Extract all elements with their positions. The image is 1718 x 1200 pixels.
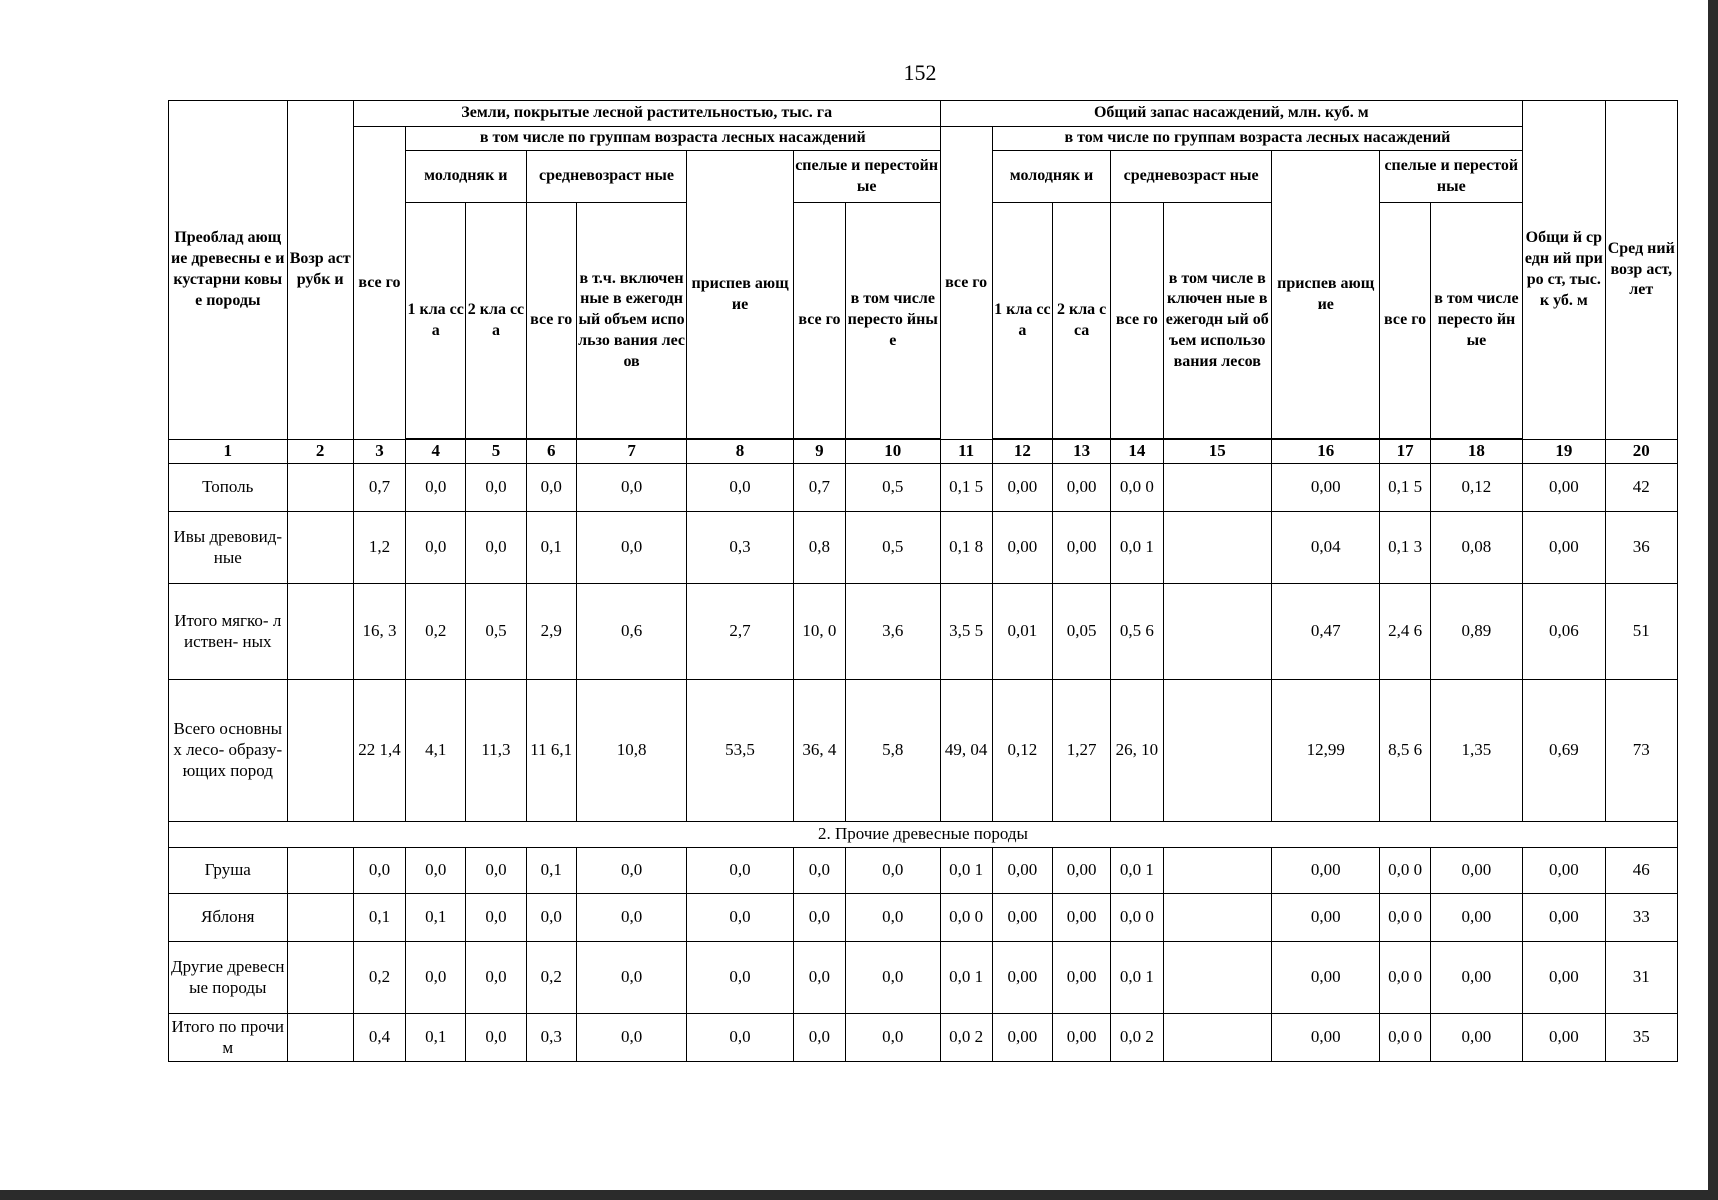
table-cell: 35 <box>1605 1014 1677 1062</box>
scan-edge-right <box>1708 0 1718 1200</box>
table-cell <box>1163 512 1271 584</box>
table-cell: 0,04 <box>1271 512 1379 584</box>
table-cell: 3,5 5 <box>940 584 992 680</box>
column-number: 19 <box>1523 440 1605 464</box>
table-cell: 0,00 <box>1430 1014 1522 1062</box>
section-title: 2. Прочие древесные породы <box>169 822 1678 848</box>
table-cell: 10, 0 <box>793 584 845 680</box>
table-cell: 31 <box>1605 942 1677 1014</box>
table-cell: 0,5 <box>846 512 940 584</box>
table-cell: 0,0 <box>406 512 466 584</box>
table-cell: 0,0 <box>576 848 687 894</box>
table-cell: 0,00 <box>992 1014 1052 1062</box>
table-cell: 0,0 <box>846 1014 940 1062</box>
table-cell: 26, 10 <box>1111 680 1163 822</box>
table-cell: 0,1 3 <box>1380 512 1430 584</box>
table-cell <box>1163 584 1271 680</box>
header-mean-age: Сред ний возр аст, лет <box>1605 101 1677 440</box>
table-cell <box>287 1014 353 1062</box>
table-cell: 0,00 <box>1053 512 1111 584</box>
table-cell: 33 <box>1605 894 1677 942</box>
page-number: 152 <box>903 60 937 85</box>
table-cell: 0,7 <box>793 464 845 512</box>
table-cell: 0,00 <box>1430 942 1522 1014</box>
table-cell: 0,0 <box>846 894 940 942</box>
table-cell: 0,0 <box>466 942 526 1014</box>
table-cell: 0,5 6 <box>1111 584 1163 680</box>
header-land-total: все го <box>353 127 405 440</box>
table-cell: 0,0 1 <box>1111 848 1163 894</box>
table-cell: 0,0 0 <box>1380 1014 1430 1062</box>
table-cell: 0,00 <box>1430 894 1522 942</box>
table-cell: 0,2 <box>526 942 576 1014</box>
column-number: 6 <box>526 440 576 464</box>
table-cell <box>287 848 353 894</box>
forest-stock-table <box>168 100 1678 1062</box>
column-number: 20 <box>1605 440 1677 464</box>
header-land-class-1: 1 кла сса <box>406 203 466 439</box>
header-mean-increment: Общи й средн ий приро ст, тыс. к уб. м <box>1523 101 1605 440</box>
table-cell: 0,00 <box>1053 848 1111 894</box>
table-cell <box>1163 894 1271 942</box>
table-cell: 0,08 <box>1430 512 1522 584</box>
table-cell: 0,1 <box>526 512 576 584</box>
table-cell: 0,0 <box>576 894 687 942</box>
table-cell: 0,1 <box>406 894 466 942</box>
table-cell <box>287 464 353 512</box>
table-cell: 0,00 <box>1271 1014 1379 1062</box>
table-cell: 0,00 <box>1523 512 1605 584</box>
table-cell: 0,0 <box>466 1014 526 1062</box>
table-cell: 0,89 <box>1430 584 1522 680</box>
table-cell <box>287 942 353 1014</box>
table-cell: 0,0 1 <box>1111 942 1163 1014</box>
table-row <box>169 512 1678 584</box>
table-cell <box>287 894 353 942</box>
column-number: 12 <box>992 440 1052 464</box>
table-cell: 0,0 <box>687 1014 793 1062</box>
table-cell <box>287 680 353 822</box>
table-row <box>169 584 1678 680</box>
species-name: Итого по прочим <box>169 1014 288 1062</box>
header-cutting-age: Возр аст рубк и <box>287 101 353 440</box>
table-cell: 1,27 <box>1053 680 1111 822</box>
table-cell: 0,0 <box>576 464 687 512</box>
table-cell: 0,00 <box>992 942 1052 1014</box>
table-cell: 0,1 <box>526 848 576 894</box>
header-stock-middle-total: все го <box>1111 203 1163 439</box>
header-stock-annual: в том числе включен ные в ежегодн ый объем использо вания лесов <box>1163 203 1271 439</box>
table-cell: 0,0 <box>576 942 687 1014</box>
table-cell <box>287 512 353 584</box>
header-land-middle-total: все го <box>526 203 576 439</box>
column-number: 2 <box>287 440 353 464</box>
table-cell: 0,00 <box>1523 848 1605 894</box>
table-cell: 49, 04 <box>940 680 992 822</box>
column-number: 5 <box>466 440 526 464</box>
header-stock-by-age: в том числе по группам возраста лесных насаждений <box>992 127 1522 151</box>
table-cell: 0,2 <box>406 584 466 680</box>
table-cell: 0,1 5 <box>940 464 992 512</box>
table-cell: 0,0 0 <box>1380 848 1430 894</box>
table-cell: 1,2 <box>353 512 405 584</box>
table-cell: 0,3 <box>526 1014 576 1062</box>
species-name: Итого мягко- листвен- ных <box>169 584 288 680</box>
table-cell: 0,00 <box>992 464 1052 512</box>
table-cell: 0,0 <box>353 848 405 894</box>
header-stock-middle: средневозраст ные <box>1111 151 1272 203</box>
table-cell: 0,0 1 <box>1111 512 1163 584</box>
table-cell: 0,0 <box>793 848 845 894</box>
table-cell: 0,00 <box>1271 464 1379 512</box>
table-cell: 0,00 <box>1053 464 1111 512</box>
header-stock-class-1: 1 кла сса <box>992 203 1052 439</box>
other-species-rows <box>169 848 1678 1062</box>
table-row <box>169 1014 1678 1062</box>
column-number: 13 <box>1053 440 1111 464</box>
header-land-young: молодняк и <box>406 151 527 203</box>
table-cell: 0,8 <box>793 512 845 584</box>
table-cell: 11 6,1 <box>526 680 576 822</box>
table-cell: 36 <box>1605 512 1677 584</box>
table-cell: 0,00 <box>992 894 1052 942</box>
table-cell <box>1163 680 1271 822</box>
table-cell: 1,35 <box>1430 680 1522 822</box>
table-cell: 0,0 <box>687 894 793 942</box>
table-cell: 0,0 <box>466 512 526 584</box>
table-cell: 4,1 <box>406 680 466 822</box>
table-cell: 53,5 <box>687 680 793 822</box>
species-name: Груша <box>169 848 288 894</box>
table-cell: 0,0 0 <box>1111 894 1163 942</box>
column-number: 15 <box>1163 440 1271 464</box>
table-cell: 0,0 0 <box>1380 894 1430 942</box>
table-cell: 0,01 <box>992 584 1052 680</box>
table-cell: 0,00 <box>1053 1014 1111 1062</box>
header-land-group: Земли, покрытые лесной растительностью, тыс. га <box>353 101 940 127</box>
table-cell: 0,0 <box>687 942 793 1014</box>
table-cell: 0,47 <box>1271 584 1379 680</box>
header-land-mature: спелые и перестойные <box>793 151 940 203</box>
header-land-class-2: 2 кла сса <box>466 203 526 439</box>
table-cell: 0,05 <box>1053 584 1111 680</box>
table-cell: 0,5 <box>846 464 940 512</box>
header-stock-class-2: 2 кла сса <box>1053 203 1111 439</box>
table-cell: 0,0 0 <box>1380 942 1430 1014</box>
table-cell: 0,00 <box>1523 942 1605 1014</box>
column-number: 8 <box>687 440 793 464</box>
table-cell: 0,0 <box>406 942 466 1014</box>
table-cell: 0,2 <box>353 942 405 1014</box>
table-cell: 0,0 <box>466 894 526 942</box>
table-cell: 0,00 <box>1271 894 1379 942</box>
table-row <box>169 464 1678 512</box>
table-cell: 0,00 <box>1523 894 1605 942</box>
table-cell: 0,06 <box>1523 584 1605 680</box>
column-number-row <box>169 440 1678 464</box>
table-cell: 0,0 <box>687 464 793 512</box>
table-cell: 2,9 <box>526 584 576 680</box>
table-cell <box>1163 942 1271 1014</box>
header-land-middle: средневозраст ные <box>526 151 687 203</box>
header-stock-young: молодняк и <box>992 151 1111 203</box>
table-cell: 0,0 2 <box>1111 1014 1163 1062</box>
table-cell: 0,0 <box>576 1014 687 1062</box>
header-land-by-age: в том числе по группам возраста лесных насаждений <box>406 127 940 151</box>
header-stock-mature-total: все го <box>1380 203 1430 439</box>
species-name: Тополь <box>169 464 288 512</box>
table-cell: 0,0 <box>846 942 940 1014</box>
table-cell: 0,0 <box>793 894 845 942</box>
scan-edge-bottom <box>0 1190 1718 1200</box>
header-stock-mature: спелые и перестойные <box>1380 151 1523 203</box>
header-stock-overmature: в том числе пересто йные <box>1430 203 1522 439</box>
table-cell: 0,0 0 <box>1111 464 1163 512</box>
table-cell <box>1163 464 1271 512</box>
table-cell: 0,0 2 <box>940 1014 992 1062</box>
header-land-annual: в т.ч. включен ные в ежегодн ый объем использо вания лесов <box>576 203 687 439</box>
header-stock-premature: приспев ающие <box>1271 151 1379 439</box>
table-cell: 0,7 <box>353 464 405 512</box>
column-number: 16 <box>1271 440 1379 464</box>
table-cell: 0,00 <box>1523 464 1605 512</box>
table-cell: 5,8 <box>846 680 940 822</box>
header-land-overmature: в том числе пересто йные <box>846 203 940 439</box>
column-number: 14 <box>1111 440 1163 464</box>
table-cell: 0,5 <box>466 584 526 680</box>
table-cell: 73 <box>1605 680 1677 822</box>
table-cell: 0,3 <box>687 512 793 584</box>
table-cell: 51 <box>1605 584 1677 680</box>
table-row <box>169 680 1678 822</box>
table-cell: 22 1,4 <box>353 680 405 822</box>
table-cell: 0,0 <box>793 942 845 1014</box>
table-cell: 0,0 <box>576 512 687 584</box>
table-cell: 42 <box>1605 464 1677 512</box>
table-cell: 0,1 5 <box>1380 464 1430 512</box>
table-cell: 0,0 <box>466 848 526 894</box>
table-cell: 10,8 <box>576 680 687 822</box>
column-number: 3 <box>353 440 405 464</box>
header-land-mature-total: все го <box>793 203 845 439</box>
header-stock-group: Общий запас насаждений, млн. куб. м <box>940 101 1523 127</box>
table-cell: 0,4 <box>353 1014 405 1062</box>
species-name: Всего основных лесо- образу- ющих пород <box>169 680 288 822</box>
table-cell: 2,7 <box>687 584 793 680</box>
table-cell: 0,0 0 <box>940 894 992 942</box>
column-number: 4 <box>406 440 466 464</box>
table-cell: 36, 4 <box>793 680 845 822</box>
table-cell: 0,00 <box>1271 848 1379 894</box>
table-cell: 0,00 <box>1430 848 1522 894</box>
main-species-rows <box>169 464 1678 822</box>
table-cell <box>287 584 353 680</box>
table-cell: 0,00 <box>1053 894 1111 942</box>
column-number: 17 <box>1380 440 1430 464</box>
table-cell: 16, 3 <box>353 584 405 680</box>
header-species: Преоблад ающие древесны е и кустарни ковые породы <box>169 101 288 440</box>
species-name: Другие древесные породы <box>169 942 288 1014</box>
table-cell: 0,00 <box>1053 942 1111 1014</box>
column-number: 10 <box>846 440 940 464</box>
table-cell: 0,0 <box>466 464 526 512</box>
table-cell: 0,00 <box>992 848 1052 894</box>
table-cell: 2,4 6 <box>1380 584 1430 680</box>
column-number: 7 <box>576 440 687 464</box>
table-cell: 0,0 <box>406 464 466 512</box>
table-cell: 0,0 1 <box>940 848 992 894</box>
column-number: 18 <box>1430 440 1522 464</box>
column-number: 9 <box>793 440 845 464</box>
table-cell: 12,99 <box>1271 680 1379 822</box>
table-row <box>169 848 1678 894</box>
table-cell: 0,0 <box>526 894 576 942</box>
table-cell: 0,00 <box>1523 1014 1605 1062</box>
table-cell: 0,12 <box>992 680 1052 822</box>
table-cell: 0,0 <box>526 464 576 512</box>
table-cell <box>1163 848 1271 894</box>
header-land-premature: приспев ающие <box>687 151 793 439</box>
table-cell: 3,6 <box>846 584 940 680</box>
table-cell: 11,3 <box>466 680 526 822</box>
table-cell: 0,1 8 <box>940 512 992 584</box>
table-cell: 0,00 <box>992 512 1052 584</box>
table-cell: 0,0 <box>846 848 940 894</box>
table-cell: 0,0 <box>687 848 793 894</box>
table-cell <box>1163 1014 1271 1062</box>
table-cell: 0,1 <box>406 1014 466 1062</box>
table-cell: 0,12 <box>1430 464 1522 512</box>
table-cell: 0,0 1 <box>940 942 992 1014</box>
table-cell: 46 <box>1605 848 1677 894</box>
column-number: 11 <box>940 440 992 464</box>
table-row <box>169 894 1678 942</box>
species-name: Ивы древовид- ные <box>169 512 288 584</box>
table-row <box>169 942 1678 1014</box>
column-number: 1 <box>169 440 288 464</box>
table-cell: 0,0 <box>793 1014 845 1062</box>
header-stock-total: все го <box>940 127 992 440</box>
species-name: Яблоня <box>169 894 288 942</box>
table-cell: 0,0 <box>406 848 466 894</box>
table-cell: 0,1 <box>353 894 405 942</box>
table-cell: 8,5 6 <box>1380 680 1430 822</box>
table-cell: 0,69 <box>1523 680 1605 822</box>
table-cell: 0,00 <box>1271 942 1379 1014</box>
table-cell: 0,6 <box>576 584 687 680</box>
